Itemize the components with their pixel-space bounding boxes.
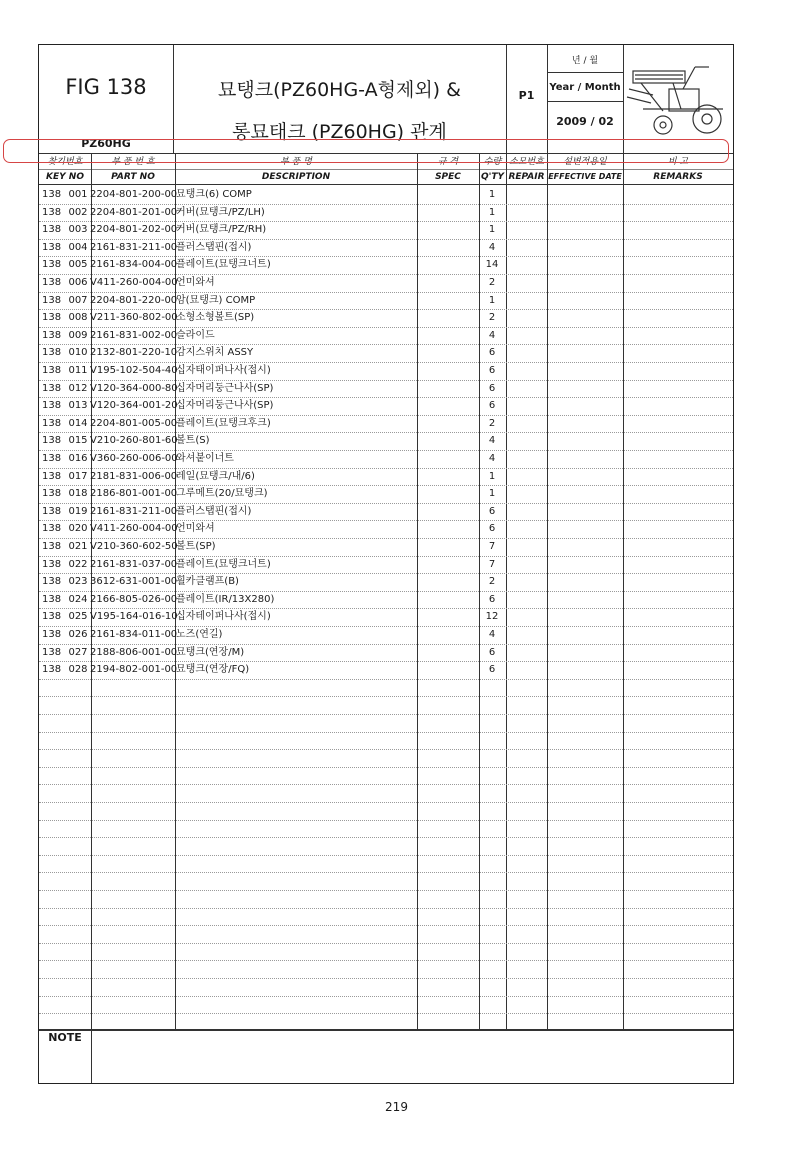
page-label: P1: [518, 89, 535, 102]
col-key-kr: 찾기번호: [47, 157, 83, 167]
fig-cell: 138: [42, 347, 62, 359]
quantity-cell: 2: [488, 277, 496, 288]
description-cell: 감지스위치 ASSY: [176, 347, 254, 359]
part-number-cell: 2161-831-002-00: [90, 329, 178, 341]
row-highlight-marker: [3, 139, 729, 163]
row-divider: [39, 696, 733, 697]
part-number-cell: V411-260-004-00: [90, 277, 178, 288]
key-cell: 023: [68, 576, 88, 588]
key-cell: 016: [68, 453, 88, 464]
part-number-cell: 2204-801-220-00: [90, 294, 178, 306]
key-cell: 004: [68, 241, 88, 253]
year-month-value: 2009 / 02: [556, 115, 614, 128]
fig-cell: 138: [42, 646, 62, 658]
row-divider: [39, 872, 733, 873]
fig-cell: 138: [42, 593, 62, 605]
year-month-kr: 년 / 월: [571, 56, 599, 66]
key-cell: 009: [68, 329, 88, 341]
col-remarks-en: REMARKS: [653, 172, 703, 182]
key-cell: 018: [68, 488, 88, 500]
part-number-cell: 2188-806-001-00: [90, 646, 178, 658]
part-number-cell: 2166-805-026-00: [90, 593, 178, 605]
fig-cell: 138: [42, 435, 62, 447]
row-divider: [39, 820, 733, 821]
part-number-cell: 2204-801-202-00: [90, 224, 178, 236]
key-cell: 005: [68, 259, 88, 271]
quantity-cell: 2: [488, 576, 496, 588]
title-line-2: 롱묘태크 (PZ60HG) 관계: [232, 121, 447, 143]
description-cell: 묘탱크(연장/FQ): [176, 664, 250, 676]
col-qty-kr: 수량: [483, 157, 502, 167]
col-part-en: PART NO: [111, 172, 155, 182]
col-desc-en: DESCRIPTION: [261, 172, 331, 182]
fig-cell: 138: [42, 523, 62, 535]
table-row: [39, 239, 733, 257]
description-cell: 암(묘탱크) COMP: [176, 294, 256, 306]
part-number-cell: 2132-801-220-10: [90, 347, 178, 359]
key-cell: 013: [68, 400, 88, 412]
table-row: [39, 573, 733, 591]
table-row: [39, 292, 733, 310]
key-cell: 020: [68, 523, 88, 535]
row-divider: [39, 714, 733, 715]
col-spec-en: SPEC: [435, 172, 461, 182]
row-divider: [39, 978, 733, 979]
quantity-cell: 6: [488, 664, 496, 676]
description-cell: 그루메트(20/묘탱크): [176, 488, 268, 500]
part-number-cell: 2161-831-211-00: [90, 505, 178, 517]
description-cell: 언미와셔: [176, 277, 215, 288]
row-divider: [39, 837, 733, 838]
quantity-cell: 1: [488, 206, 496, 218]
description-cell: 소형소형볼트(SP): [176, 312, 255, 324]
fig-cell: 138: [42, 417, 62, 429]
key-cell: 024: [68, 593, 88, 605]
quantity-cell: 6: [488, 646, 496, 658]
part-number-cell: 2194-802-001-00: [90, 664, 178, 676]
row-divider: [39, 679, 733, 680]
description-cell: 커버(묘탱크/PZ/LH): [176, 206, 265, 218]
fig-cell: 138: [42, 294, 62, 306]
fig-cell: 138: [42, 277, 62, 288]
col-desc-kr: 부 품 명: [280, 157, 312, 167]
part-number-cell: 2204-801-201-00: [90, 206, 178, 218]
fig-cell: 138: [42, 664, 62, 676]
description-cell: 커버(묘탱크/PZ/RH): [176, 224, 267, 236]
table-row: [39, 503, 733, 521]
col-eff-kr: 설변적용일: [563, 157, 607, 167]
table-row: [39, 644, 733, 662]
year-month-en: Year / Month: [549, 82, 621, 93]
table-row: [39, 256, 733, 274]
fig-cell: 138: [42, 558, 62, 570]
page-number: 219: [385, 1100, 408, 1114]
row-divider: [39, 749, 733, 750]
part-number-cell: V195-102-504-40: [90, 365, 178, 376]
table-row: [39, 608, 733, 626]
description-cell: 볼트(SP): [176, 541, 216, 552]
part-number-cell: 2186-801-001-00: [90, 488, 178, 500]
description-cell: 묘탱크(6) COMP: [176, 189, 252, 200]
key-cell: 027: [68, 646, 88, 658]
key-cell: 021: [68, 541, 88, 552]
row-divider: [39, 960, 733, 961]
row-divider: [39, 943, 733, 944]
table-row: [39, 415, 733, 433]
description-cell: 플러스탭핀(접시): [176, 505, 252, 517]
fig-number: FIG 138: [65, 75, 147, 99]
part-number-cell: 2161-834-004-00: [90, 259, 178, 271]
table-row: [39, 661, 733, 679]
col-remarks-kr: 비 고: [667, 157, 689, 167]
description-cell: 레일(묘탱크/내/6): [176, 470, 255, 482]
note-label: NOTE: [48, 1031, 82, 1044]
col-key-en: KEY NO: [46, 172, 84, 182]
fig-cell: 138: [42, 488, 62, 500]
description-cell: 십자태이퍼나사(접시): [176, 365, 271, 376]
quantity-cell: 1: [488, 488, 496, 500]
fig-cell: 138: [42, 505, 62, 517]
col-repair-en: REPAIR: [508, 172, 545, 182]
fig-cell: 138: [42, 611, 62, 623]
table-row: [39, 485, 733, 503]
table-row: [39, 380, 733, 398]
key-cell: 006: [68, 277, 88, 288]
quantity-cell: 6: [488, 505, 496, 517]
row-divider: [39, 855, 733, 856]
row-divider: [39, 767, 733, 768]
parts-table: [38, 44, 734, 1084]
part-number-cell: 2161-831-211-00: [90, 241, 178, 253]
row-divider: [39, 784, 733, 785]
description-cell: 볼트(S): [176, 435, 210, 447]
key-cell: 003: [68, 224, 88, 236]
description-cell: 묘탱크(연장/M): [176, 646, 245, 658]
table-row: [39, 538, 733, 556]
table-row: [39, 309, 733, 327]
description-cell: 십자테이퍼나사(접시): [176, 611, 271, 623]
table-row: [39, 468, 733, 486]
quantity-cell: 2: [488, 417, 496, 429]
key-cell: 012: [68, 382, 88, 394]
table-row: [39, 626, 733, 644]
quantity-cell: 4: [488, 329, 496, 341]
fig-cell: 138: [42, 312, 62, 324]
col-qty-en: Q'TY: [480, 172, 505, 182]
key-cell: 002: [68, 206, 88, 218]
description-cell: 슬라이드: [176, 329, 215, 341]
key-cell: 017: [68, 470, 88, 482]
key-cell: 014: [68, 417, 88, 429]
part-number-cell: V210-260-801-60: [90, 435, 178, 447]
fig-cell: 138: [42, 470, 62, 482]
fig-cell: 138: [42, 541, 62, 552]
key-cell: 015: [68, 435, 88, 447]
fig-cell: 138: [42, 365, 62, 376]
tractor-illustration-icon: [623, 49, 731, 149]
quantity-cell: 14: [485, 259, 499, 271]
table-row: [39, 591, 733, 609]
fig-cell: 138: [42, 189, 62, 200]
fig-cell: 138: [42, 241, 62, 253]
description-cell: 플러스탭핀(접시): [176, 241, 252, 253]
table-row: [39, 221, 733, 239]
quantity-cell: 1: [488, 224, 496, 236]
key-cell: 001: [68, 189, 88, 200]
row-divider: [39, 908, 733, 909]
key-cell: 010: [68, 347, 88, 359]
row-divider: [39, 996, 733, 997]
row-divider: [39, 732, 733, 733]
quantity-cell: 1: [488, 470, 496, 482]
description-cell: 플레이트(묘탱크너트): [176, 259, 271, 271]
quantity-cell: 4: [488, 435, 496, 447]
fig-cell: 138: [42, 576, 62, 588]
col-repair-kr: 소모번호: [509, 157, 544, 167]
description-cell: 노즈(연길): [176, 629, 223, 640]
quantity-cell: 7: [488, 541, 496, 552]
fig-cell: 138: [42, 453, 62, 464]
quantity-cell: 2: [488, 312, 496, 324]
part-number-cell: 2181-831-006-00: [90, 470, 178, 482]
fig-cell: 138: [42, 629, 62, 640]
description-cell: 휠카클램프(B): [176, 576, 239, 588]
quantity-cell: 6: [488, 347, 496, 359]
description-cell: 플레이트(IR/13X280): [176, 593, 275, 605]
table-row: [39, 327, 733, 345]
key-cell: 028: [68, 664, 88, 676]
part-number-cell: 2204-801-005-00: [90, 417, 178, 429]
description-cell: 플레이트(묘탱크후크): [176, 417, 271, 429]
part-number-cell: V120-364-001-20: [90, 400, 178, 412]
quantity-cell: 1: [488, 294, 496, 306]
col-part-kr: 부 품 번 호: [111, 157, 155, 167]
table-row: [39, 520, 733, 538]
col-spec-kr: 규 격: [437, 157, 459, 167]
part-number-cell: 2204-801-200-00: [90, 189, 178, 200]
fig-cell: 138: [42, 259, 62, 271]
part-number-cell: V211-360-802-00: [90, 312, 178, 324]
table-row: [39, 274, 733, 292]
fig-cell: 138: [42, 206, 62, 218]
table-row: [39, 397, 733, 415]
table-row: [39, 344, 733, 362]
quantity-cell: 6: [488, 400, 496, 412]
row-divider: [39, 1013, 733, 1014]
key-cell: 025: [68, 611, 88, 623]
col-eff-en: EFFECTIVE DATE: [548, 172, 622, 181]
part-number-cell: 3612-631-001-00: [90, 576, 178, 588]
fig-cell: 138: [42, 224, 62, 236]
quantity-cell: 6: [488, 523, 496, 535]
key-cell: 011: [68, 365, 88, 376]
table-row: [39, 450, 733, 468]
key-cell: 007: [68, 294, 88, 306]
model-name: PZ60HG: [81, 137, 131, 150]
table-row: [39, 186, 733, 204]
row-divider: [39, 890, 733, 891]
key-cell: 022: [68, 558, 88, 570]
quantity-cell: 7: [488, 558, 496, 570]
part-number-cell: 2161-831-037-00: [90, 558, 178, 570]
part-number-cell: V411-260-004-00: [90, 523, 178, 535]
table-row: [39, 204, 733, 222]
part-number-cell: V360-260-006-00: [90, 453, 178, 464]
row-divider: [39, 802, 733, 803]
row-divider: [39, 925, 733, 926]
quantity-cell: 1: [488, 189, 496, 200]
description-cell: 십자머리둥근나사(SP): [176, 400, 274, 412]
quantity-cell: 6: [488, 365, 496, 376]
description-cell: 플레이트(묘탱크너트): [176, 558, 271, 570]
quantity-cell: 6: [488, 593, 496, 605]
key-cell: 026: [68, 629, 88, 640]
fig-cell: 138: [42, 329, 62, 341]
table-row: [39, 362, 733, 380]
description-cell: 와셔붙이너트: [176, 453, 234, 464]
key-cell: 008: [68, 312, 88, 324]
table-row: [39, 556, 733, 574]
title-line-1: 묘탱크(PZ60HG-A형제외) &: [218, 79, 461, 101]
quantity-cell: 4: [488, 629, 496, 640]
quantity-cell: 4: [488, 241, 496, 253]
key-cell: 019: [68, 505, 88, 517]
part-number-cell: 2161-834-011-00: [90, 629, 178, 640]
quantity-cell: 6: [488, 382, 496, 394]
fig-cell: 138: [42, 400, 62, 412]
description-cell: 언미와셔: [176, 523, 215, 535]
description-cell: 십자머리둥근나사(SP): [176, 382, 274, 394]
quantity-cell: 4: [488, 453, 496, 464]
table-row: [39, 432, 733, 450]
fig-cell: 138: [42, 382, 62, 394]
part-number-cell: V195-164-016-10: [90, 611, 178, 623]
quantity-cell: 12: [485, 611, 499, 623]
part-number-cell: V120-364-000-80: [90, 382, 178, 394]
part-number-cell: V210-360-602-50: [90, 541, 178, 552]
